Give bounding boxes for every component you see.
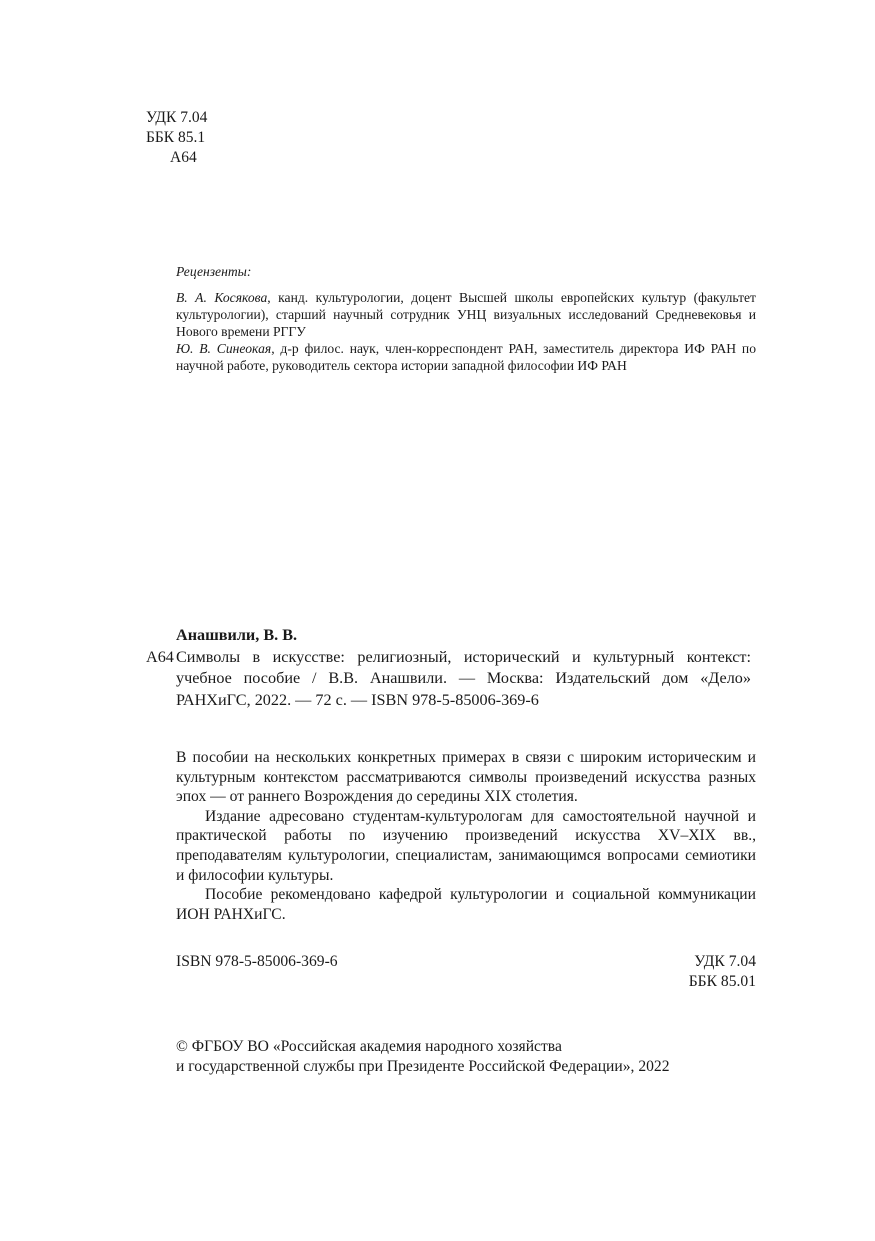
footer-classification [689,952,756,992]
abstract-paragraph: В пособии на нескольких конкретных примерах в связи с широким историческим и культурным контекстом рассматриваются символы произведений искусства разных эпох — от раннего Возрождения до середины XIX столетия. [176,749,756,806]
bibliographic-record [146,625,751,711]
copyright-line: © ФГБОУ ВО «Российская академия народного хозяйства [176,1038,562,1055]
record-author: Анашвили, В. В. [176,626,298,644]
reviewer-entry [176,289,756,340]
footer-udk: УДК 7.04 [694,953,756,970]
reviewers-heading: Рецензенты: [176,264,252,279]
reviewers-block [176,263,756,374]
abstract-paragraph: Пособие рекомендовано кафедрой культурологии и социальной коммуникации ИОН РАНХиГС. [176,886,756,923]
footer-bbk: ББК 85.01 [688,973,756,990]
reviewer-name: Ю. В. Синеокая [176,341,272,356]
reviewer-entry [176,340,756,374]
abstract-paragraph: Издание адресовано студентам-культурологам для самостоятельной научной и практической работы по изучению произведений искусства XV–XIX вв., преподавателям культурологии, специалистам, занимающимся вопросами семиотики и философии культуры. [176,807,756,884]
isbn-line: ISBN 978-5-85006-369-6 [176,953,338,970]
classification-block [146,108,207,168]
author-code: А64 [170,149,197,166]
reviewer-description: , канд. культурологии, доцент Высшей школы европейских культур (факультет культурологии), старший научный сотрудник УНЦ визуальных исследований Средневековья и Нового времени РГГУ [176,290,756,339]
copyright-line: и государственной службы при Президенте Российской Федерации», 2022 [176,1058,670,1075]
udk-code: УДК 7.04 [146,109,208,126]
reviewer-description: , д-р филос. наук, член-корреспондент РАН, заместитель директора ИФ РАН по научной работе, руководитель сектора истории западной философии ИФ РАН [176,341,756,373]
copyright-notice [176,1037,776,1077]
abstract-block [176,748,756,924]
record-cutter-code: А64 [146,647,174,666]
record-description: Символы в искусстве: религиозный, исторический и культурный контекст: учебное пособие / В.В. Анашвили. — Москва: Издательский дом «Дело» РАНХиГС, 2022. — 72 с. — ISBN 978-5-85006-369-6 [176,647,751,709]
bbk-code: ББК 85.1 [146,129,206,146]
reviewer-name: В. А. Косякова [176,290,268,305]
